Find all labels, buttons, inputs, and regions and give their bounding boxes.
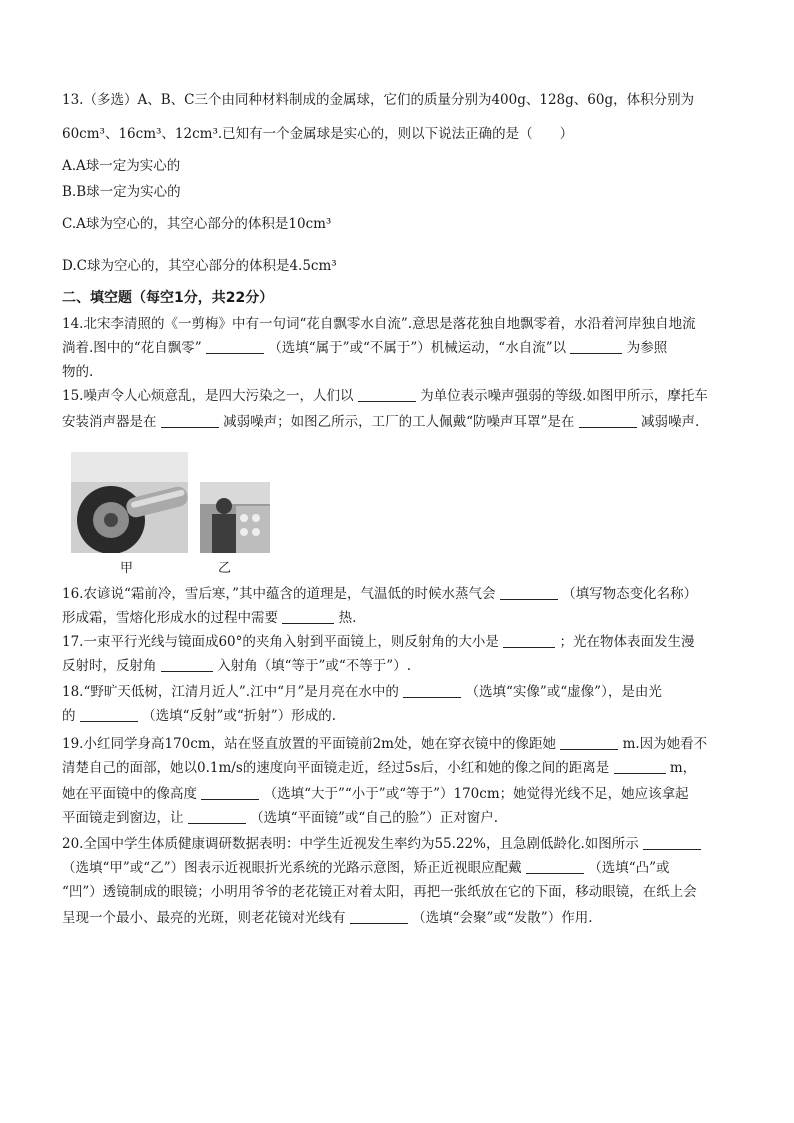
q14-line1: 14.北宋李清照的《一剪梅》中有一句词“花自飘零水自流”.意思是落花独自地飘零着，水沿着河岸独自地流 xyxy=(62,316,696,332)
q20-blank-3[interactable] xyxy=(350,909,408,924)
q17-blank-1[interactable] xyxy=(503,633,555,648)
q13-option-b: B.B球一定为实心的 xyxy=(62,184,181,200)
caption-jia: 甲 xyxy=(120,561,134,576)
q16-blank-1[interactable] xyxy=(500,585,558,600)
q14-text-c: 为参照 xyxy=(626,340,668,356)
q16-text-b: （填写物态变化名称） xyxy=(562,586,698,602)
q14-line2 xyxy=(62,338,667,358)
q17-line2 xyxy=(62,656,411,676)
q19-text-f: （选填“大于”“小于”或“等于”）170cm；她觉得光线不足，她应该拿起 xyxy=(263,786,689,802)
q20-text-a: 20.全国中学生体质健康调研数据表明：中学生近视发生率约为55.22%，且急剧低龄化.如图所示 xyxy=(62,836,639,852)
q17-text-a: 17.一束平行光线与镜面成60°的夹角入射到平面镜上，则反射角的大小是 xyxy=(62,634,499,650)
q13-option-c: C.A球为空心的，其空心部分的体积是10cm³ xyxy=(62,216,332,232)
section-heading: 二、填空题（每空1分，共22分） xyxy=(62,290,274,306)
q20-text-c: （选填“凸”或 xyxy=(588,860,670,876)
q20-text-b: （选填“甲”或“乙”）图表示近视眼折光系统的光路示意图，矫正近视眼应配戴 xyxy=(62,860,522,876)
q19-text-d: m， xyxy=(669,760,697,776)
q16-blank-2[interactable] xyxy=(282,609,334,624)
q13-option-a: A.A球一定为实心的 xyxy=(62,158,181,174)
q18-line2 xyxy=(62,706,336,726)
q18-text-c: 的 xyxy=(62,708,76,724)
q19-line1 xyxy=(62,734,707,754)
q13-option-d: D.C球为空心的，其空心部分的体积是4.5cm³ xyxy=(62,258,337,274)
q17-text-c: 反射时，反射角 xyxy=(62,658,157,674)
factory-worker-earmuff-photo xyxy=(200,482,270,553)
q18-text-b: （选填“实像”或“虚像”），是由光 xyxy=(465,684,662,700)
q19-text-g: 平面镜走到窗边，让 xyxy=(62,810,184,826)
q14-blank-1[interactable] xyxy=(206,339,264,354)
q16-text-c: 形成霜，雪熔化形成水的过程中需要 xyxy=(62,610,278,626)
q20-blank-2[interactable] xyxy=(526,859,584,874)
q19-line4 xyxy=(62,808,498,828)
q18-line1 xyxy=(62,682,662,702)
q19-text-h: （选填“平面镜”或“自己的脸”）正对窗户. xyxy=(250,810,498,826)
q13-stem-line1: 13.（多选）A、B、C三个由同种材料制成的金属球，它们的质量分别为400g、128g、60g，体积分别为 xyxy=(62,92,695,108)
q15-blank-1[interactable] xyxy=(358,387,416,402)
q20-line4 xyxy=(62,908,593,928)
q18-text-d: （选填“反射”或“折射”）形成的. xyxy=(142,708,336,724)
q19-blank-2[interactable] xyxy=(614,759,666,774)
q20-line3: “凹”）透镜制成的眼镜；小明用爷爷的老花镜正对着太阳，再把一张纸放在它的下面，移动眼镜，在纸上会 xyxy=(62,884,697,900)
q19-text-e: 她在平面镜中的像高度 xyxy=(62,786,197,802)
q16-line1 xyxy=(62,584,697,604)
q15-blank-2[interactable] xyxy=(161,413,219,428)
q15-blank-3[interactable] xyxy=(579,413,637,428)
q19-text-b: m.因为她看不 xyxy=(622,736,708,752)
q20-line2 xyxy=(62,858,670,878)
q15-text-d: 减弱噪声；如图乙所示，工厂的工人佩戴“防噪声耳罩”是在 xyxy=(223,414,575,430)
q19-text-a: 19.小红同学身高170cm，站在竖直放置的平面镜前2m处，她在穿衣镜中的像距她 xyxy=(62,736,556,752)
caption-yi: 乙 xyxy=(218,561,232,576)
q17-text-b: ；光在物体表面发生漫 xyxy=(559,634,695,650)
q15-line2 xyxy=(62,412,699,432)
q15-line1 xyxy=(62,386,708,406)
q18-blank-2[interactable] xyxy=(80,707,138,722)
q16-text-d: 热. xyxy=(338,610,357,626)
motorcycle-muffler-photo xyxy=(71,452,188,553)
q16-line2 xyxy=(62,608,356,628)
q19-text-c: 清楚自己的面部，她以0.1m/s的速度向平面镜走近，经过5s后，小红和她的像之间的距离是 xyxy=(62,760,610,776)
q17-line1 xyxy=(62,632,695,652)
q13-stem-line2: 60cm³、16cm³、12cm³.已知有一个金属球是实心的，则以下说法正确的是（ ） xyxy=(62,126,574,142)
q14-blank-2[interactable] xyxy=(570,339,622,354)
q17-text-d: 入射角（填“等于”或“不等于”）. xyxy=(217,658,411,674)
q14-line3: 物的. xyxy=(62,364,94,380)
q17-blank-2[interactable] xyxy=(161,657,213,672)
q15-text-b: 为单位表示噪声强弱的等级.如图甲所示，摩托车 xyxy=(420,388,708,404)
q15-text-a: 15.噪声令人心烦意乱，是四大污染之一，人们以 xyxy=(62,388,354,404)
q15-text-e: 减弱噪声. xyxy=(641,414,700,430)
q15-text-c: 安装消声器是在 xyxy=(62,414,157,430)
q16-text-a: 16.农谚说“霜前冷，雪后寒，”其中蕴含的道理是，气温低的时候水蒸气会 xyxy=(62,586,496,602)
q20-line1 xyxy=(62,834,701,854)
q20-text-d: 呈现一个最小、最亮的光斑，则老花镜对光线有 xyxy=(62,910,346,926)
q20-text-e: （选填“会聚”或“发散”）作用. xyxy=(412,910,593,926)
q18-text-a: 18.“野旷天低树，江清月近人”.江中“月”是月亮在水中的 xyxy=(62,684,399,700)
q19-line2 xyxy=(62,758,696,778)
q19-blank-4[interactable] xyxy=(188,809,246,824)
q18-blank-1[interactable] xyxy=(403,683,461,698)
q14-text-a: 淌着.图中的“花自飘零” xyxy=(62,340,202,356)
q19-blank-3[interactable] xyxy=(201,785,259,800)
q14-text-b: （选填“属于”或“不属于”）机械运动，“水自流”以 xyxy=(268,340,567,356)
q19-line3 xyxy=(62,784,689,804)
q20-blank-1[interactable] xyxy=(643,835,701,850)
q19-blank-1[interactable] xyxy=(560,735,618,750)
